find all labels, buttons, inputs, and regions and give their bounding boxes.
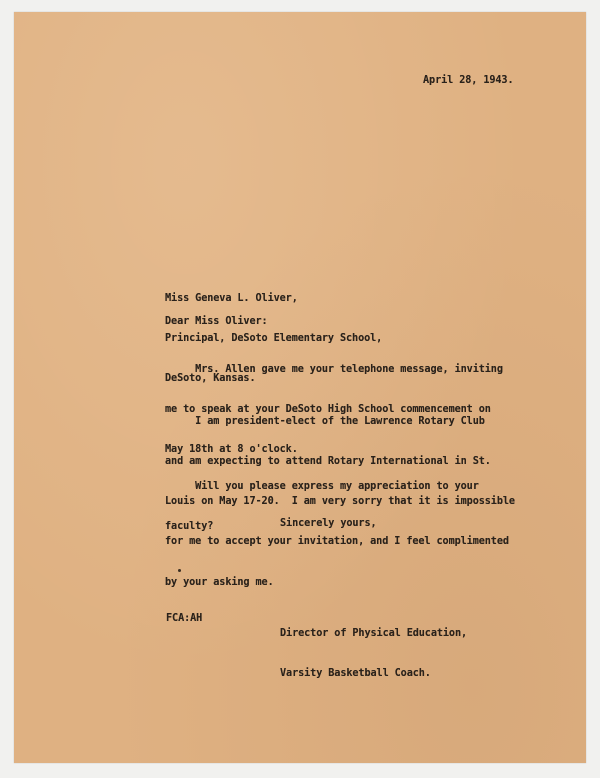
reference-initials: FCA:AH [166,613,203,624]
recipient-city: DeSoto, Kansas. [165,373,256,385]
ink-speck [178,569,181,572]
paragraph-line: Mrs. Allen gave me your telephone message, inviting [165,363,503,375]
signer-title-1: Director of Physical Education, [280,627,468,639]
salutation: Dear Miss Oliver: [165,316,268,327]
body-paragraph-3 [165,453,479,560]
recipient-name: Miss Geneva L. Oliver, [165,292,298,304]
paragraph-line: for me to accept your invitation, and I feel complimented [165,536,509,548]
letter-date: April 28, 1943. [423,75,514,86]
paragraph-line: I am president-elect of the Lawrence Rotary Club [165,415,485,427]
paragraph-line: Louis on May 17-20. I am very sorry that it is impossible [165,496,515,508]
signer-title-2: Varsity Basketball Coach. [280,668,431,680]
paragraph-line: Will you please express my appreciation to your [165,480,479,492]
paragraph-line: faculty? [165,521,214,533]
signature-block [280,600,467,707]
complimentary-close: Sincerely yours, [280,518,377,529]
paragraph-line: by your asking me. [165,576,274,588]
paragraph-line: me to speak at your DeSoto High School commencement on [165,404,491,416]
paragraph-line: May 18th at 8 o'clock. [165,444,298,456]
paragraph-line: and am expecting to attend Rotary International in St. [165,456,491,468]
recipient-title: Principal, DeSoto Elementary School, [165,333,383,345]
